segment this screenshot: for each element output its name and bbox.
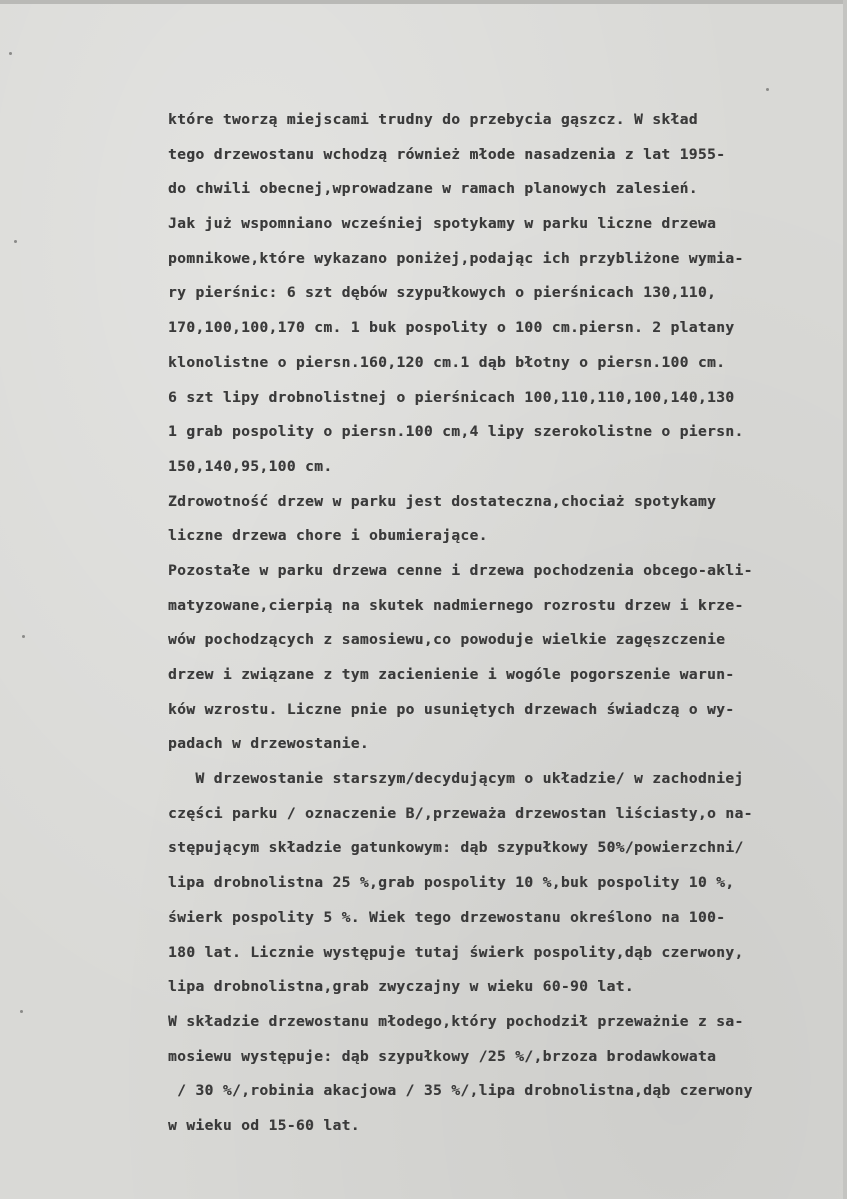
text-line: 170,100,100,170 cm. 1 buk pospolity o 100 cm.piersn. 2 platany bbox=[168, 319, 735, 337]
text-line: 150,140,95,100 cm. bbox=[168, 457, 333, 475]
text-line: klonolistne o piersn.160,120 cm.1 dąb błotny o piersn.100 cm. bbox=[168, 353, 726, 371]
text-line: części parku / oznaczenie B/,przeważa drzewostan liściasty,o na- bbox=[168, 804, 753, 822]
text-line: W składzie drzewostanu młodego,który pochodził przeważnie z sa- bbox=[168, 1012, 744, 1030]
text-line: drzew i związane z tym zacienienie i wogóle pogorszenie warun- bbox=[168, 666, 735, 683]
text-line: / 30 %/,robinia akacjowa / 35 %/,lipa drobnolistna,dąb czerwony bbox=[168, 1082, 753, 1100]
text-line: które tworzą miejscami trudny do przebycia gąszcz. W skład bbox=[168, 111, 698, 128]
page-edge-top bbox=[0, 0, 847, 4]
text-line: lipa drobnolistna,grab zwyczajny w wieku 60-90 lat. bbox=[168, 978, 634, 996]
text-line: ry pierśnic: 6 szt dębów szypułkowych o pierśnicach 130,110, bbox=[168, 284, 717, 302]
margin-speck bbox=[14, 240, 17, 243]
margin-speck bbox=[9, 52, 12, 55]
page-edge-right bbox=[843, 0, 847, 1199]
text-line: ków wzrostu. Liczne pnie po usuniętych drzewach świadczą o wy- bbox=[168, 700, 735, 718]
text-line: 180 lat. Licznie występuje tutaj świerk pospolity,dąb czerwony, bbox=[168, 943, 744, 961]
text-line: Zdrowotność drzew w parku jest dostateczna,chociaż spotykamy bbox=[168, 492, 717, 510]
text-line: świerk pospolity 5 %. Wiek tego drzewostanu określono na 100- bbox=[168, 908, 726, 926]
text-line: lipa drobnolistna 25 %,grab pospolity 10 %,buk pospolity 10 %, bbox=[168, 874, 735, 892]
text-line: matyzowane,cierpią na skutek nadmiernego rozrostu drzew i krze- bbox=[168, 596, 744, 614]
text-line: 6 szt lipy drobnolistnej o pierśnicach 100,110,110,100,140,130 bbox=[168, 388, 735, 406]
text-line: Pozostałe w parku drzewa cenne i drzewa pochodzenia obcego-akli- bbox=[168, 561, 753, 579]
margin-speck bbox=[20, 1010, 23, 1013]
text-line: w wieku od 15-60 lat. bbox=[168, 1116, 360, 1134]
margin-speck bbox=[766, 88, 769, 91]
text-line: stępującym składzie gatunkowym: dąb szypułkowy 50%/powierzchni/ bbox=[168, 839, 744, 857]
text-line: mosiewu występuje: dąb szypułkowy /25 %/,brzoza brodawkowata bbox=[168, 1047, 717, 1065]
text-line: pomnikowe,które wykazano poniżej,podając ich przybliżone wymia- bbox=[168, 249, 744, 267]
text-line: tego drzewostanu wchodzą również młode nasadzenia z lat 1955- bbox=[168, 145, 726, 163]
text-line: padach w drzewostanie. bbox=[168, 735, 369, 753]
text-line: 1 grab pospolity o piersn.100 cm,4 lipy szerokolistne o piersn. bbox=[168, 423, 744, 441]
text-line: liczne drzewa chore i obumierające. bbox=[168, 527, 488, 545]
body-text bbox=[168, 103, 840, 1144]
margin-speck bbox=[22, 635, 25, 638]
text-line: do chwili obecnej,wprowadzane w ramach planowych zalesień. bbox=[168, 180, 698, 198]
text-line: W drzewostanie starszym/decydującym o układzie/ w zachodniej bbox=[168, 770, 744, 788]
text-line: Jak już wspomniano wcześniej spotykamy w parku liczne drzewa bbox=[168, 215, 717, 233]
text-line: wów pochodzących z samosiewu,co powoduje wielkie zagęszczenie bbox=[168, 631, 726, 649]
